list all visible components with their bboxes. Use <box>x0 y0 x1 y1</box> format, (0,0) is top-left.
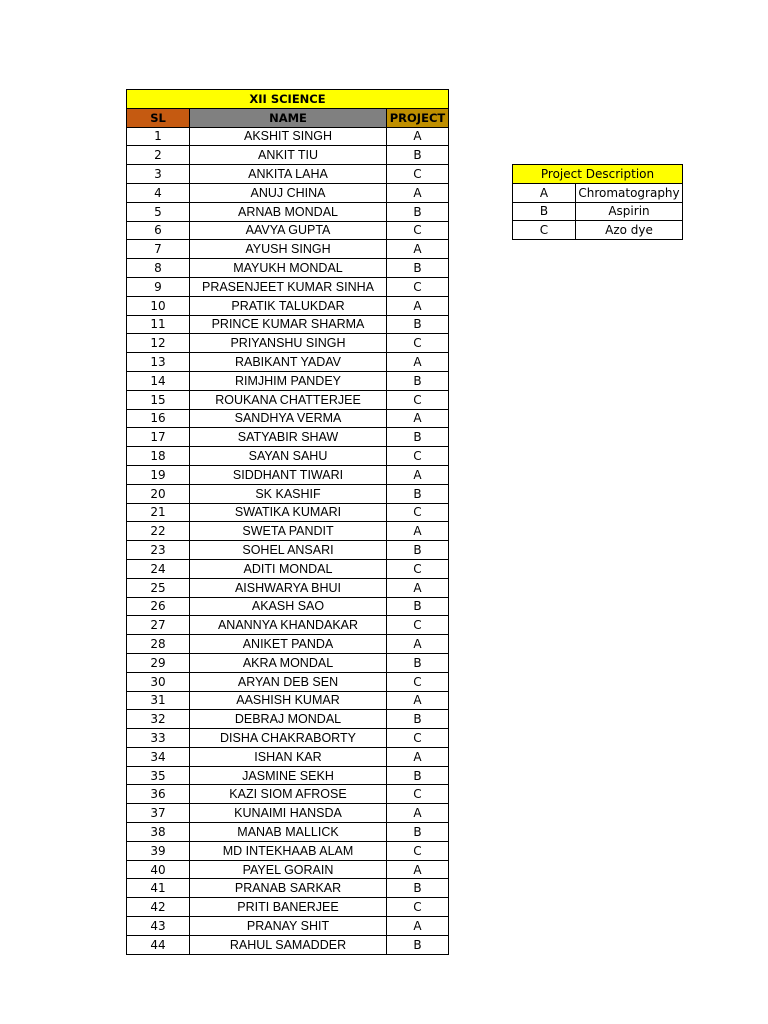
table-row <box>127 691 449 710</box>
sl-cell: 34 <box>127 747 190 766</box>
project-cell: B <box>387 597 449 616</box>
name-cell: ARNAB MONDAL <box>190 202 387 221</box>
name-cell: AKASH SAO <box>190 597 387 616</box>
project-cell: B <box>387 484 449 503</box>
table-row <box>127 277 449 296</box>
table-row <box>127 202 449 221</box>
sl-cell: 20 <box>127 484 190 503</box>
sl-cell: 15 <box>127 390 190 409</box>
name-cell: ARYAN DEB SEN <box>190 672 387 691</box>
table-row <box>127 635 449 654</box>
table-row <box>127 428 449 447</box>
name-cell: RAHUL SAMADDER <box>190 935 387 954</box>
project-cell: B <box>387 259 449 278</box>
sl-cell: 1 <box>127 127 190 146</box>
project-description-cell: Azo dye <box>576 221 683 240</box>
project-description-cell: Aspirin <box>576 202 683 221</box>
table-row <box>127 465 449 484</box>
sl-cell: 13 <box>127 353 190 372</box>
table-row <box>127 672 449 691</box>
column-header-project: PROJECT <box>387 108 449 127</box>
sl-cell: 42 <box>127 898 190 917</box>
sl-cell: 38 <box>127 823 190 842</box>
name-cell: AASHISH KUMAR <box>190 691 387 710</box>
table-row <box>127 785 449 804</box>
sl-cell: 37 <box>127 804 190 823</box>
name-cell: SK KASHIF <box>190 484 387 503</box>
project-cell: A <box>387 465 449 484</box>
project-cell: C <box>387 672 449 691</box>
sl-cell: 39 <box>127 841 190 860</box>
table-row <box>127 334 449 353</box>
project-cell: A <box>387 691 449 710</box>
project-cell: B <box>387 428 449 447</box>
sl-cell: 2 <box>127 146 190 165</box>
sl-cell: 30 <box>127 672 190 691</box>
name-cell: ANIKET PANDA <box>190 635 387 654</box>
project-cell: B <box>387 202 449 221</box>
table-row <box>127 917 449 936</box>
sl-cell: 6 <box>127 221 190 240</box>
table-row <box>127 616 449 635</box>
table-row <box>127 240 449 259</box>
sl-cell: 23 <box>127 541 190 560</box>
project-description-cell: Chromatography <box>576 183 683 202</box>
project-cell: A <box>387 635 449 654</box>
project-cell: C <box>387 898 449 917</box>
project-cell: A <box>387 747 449 766</box>
table-row <box>127 409 449 428</box>
sl-cell: 5 <box>127 202 190 221</box>
name-cell: AKSHIT SINGH <box>190 127 387 146</box>
table-row <box>127 804 449 823</box>
sl-cell: 40 <box>127 860 190 879</box>
sl-cell: 27 <box>127 616 190 635</box>
table-row <box>127 597 449 616</box>
name-cell: MAYUKH MONDAL <box>190 259 387 278</box>
table-row <box>127 823 449 842</box>
project-cell: C <box>387 221 449 240</box>
sl-cell: 35 <box>127 766 190 785</box>
name-cell: PAYEL GORAIN <box>190 860 387 879</box>
sl-cell: 32 <box>127 710 190 729</box>
name-cell: AISHWARYA BHUI <box>190 578 387 597</box>
name-cell: SWETA PANDIT <box>190 522 387 541</box>
project-cell: B <box>387 541 449 560</box>
table-row <box>127 259 449 278</box>
table-row <box>127 315 449 334</box>
project-cell: A <box>387 578 449 597</box>
name-cell: MANAB MALLICK <box>190 823 387 842</box>
table-row <box>127 841 449 860</box>
sl-cell: 28 <box>127 635 190 654</box>
name-cell: PRANAY SHIT <box>190 917 387 936</box>
project-cell: A <box>387 183 449 202</box>
project-cell: A <box>387 522 449 541</box>
project-cell: C <box>387 841 449 860</box>
name-cell: ANKITA LAHA <box>190 165 387 184</box>
table-row <box>127 146 449 165</box>
project-cell: C <box>387 616 449 635</box>
description-row <box>513 202 683 221</box>
project-code-cell: C <box>513 221 576 240</box>
table-row <box>127 522 449 541</box>
name-cell: SWATIKA KUMARI <box>190 503 387 522</box>
sl-cell: 33 <box>127 729 190 748</box>
name-cell: DISHA CHAKRABORTY <box>190 729 387 748</box>
table-row <box>127 165 449 184</box>
sl-cell: 25 <box>127 578 190 597</box>
sl-cell: 18 <box>127 447 190 466</box>
name-cell: MD INTEKHAAB ALAM <box>190 841 387 860</box>
project-cell: B <box>387 653 449 672</box>
project-cell: B <box>387 710 449 729</box>
name-cell: ANUJ CHINA <box>190 183 387 202</box>
project-cell: C <box>387 503 449 522</box>
name-cell: ANANNYA KHANDAKAR <box>190 616 387 635</box>
table-row <box>127 371 449 390</box>
sl-cell: 43 <box>127 917 190 936</box>
sl-cell: 22 <box>127 522 190 541</box>
table-header-row <box>127 108 449 127</box>
sl-cell: 36 <box>127 785 190 804</box>
project-cell: C <box>387 165 449 184</box>
project-cell: C <box>387 447 449 466</box>
table-title-row <box>127 90 449 109</box>
table-row <box>127 578 449 597</box>
sl-cell: 29 <box>127 653 190 672</box>
name-cell: ANKIT TIU <box>190 146 387 165</box>
name-cell: AAVYA GUPTA <box>190 221 387 240</box>
table-row <box>127 653 449 672</box>
table-row <box>127 766 449 785</box>
name-cell: ISHAN KAR <box>190 747 387 766</box>
project-cell: A <box>387 804 449 823</box>
project-cell: B <box>387 823 449 842</box>
sl-cell: 9 <box>127 277 190 296</box>
project-description-table <box>512 164 683 240</box>
project-cell: C <box>387 559 449 578</box>
table-row <box>127 503 449 522</box>
sl-cell: 7 <box>127 240 190 259</box>
project-cell: C <box>387 334 449 353</box>
name-cell: PRITI BANERJEE <box>190 898 387 917</box>
name-cell: RABIKANT YADAV <box>190 353 387 372</box>
sl-cell: 17 <box>127 428 190 447</box>
sl-cell: 41 <box>127 879 190 898</box>
sl-cell: 31 <box>127 691 190 710</box>
description-title-row <box>513 165 683 184</box>
project-description-body <box>513 165 683 240</box>
description-row <box>513 221 683 240</box>
project-cell: B <box>387 315 449 334</box>
name-cell: SIDDHANT TIWARI <box>190 465 387 484</box>
table-row <box>127 879 449 898</box>
table-row <box>127 447 449 466</box>
name-cell: SANDHYA VERMA <box>190 409 387 428</box>
project-cell: C <box>387 390 449 409</box>
table-row <box>127 484 449 503</box>
table-row <box>127 221 449 240</box>
name-cell: SATYABIR SHAW <box>190 428 387 447</box>
name-cell: SOHEL ANSARI <box>190 541 387 560</box>
table-row <box>127 747 449 766</box>
column-header-name: NAME <box>190 108 387 127</box>
sl-cell: 3 <box>127 165 190 184</box>
project-cell: C <box>387 785 449 804</box>
name-cell: PRASENJEET KUMAR SINHA <box>190 277 387 296</box>
column-header-sl: SL <box>127 108 190 127</box>
table-row <box>127 559 449 578</box>
sl-cell: 10 <box>127 296 190 315</box>
sl-cell: 11 <box>127 315 190 334</box>
name-cell: AYUSH SINGH <box>190 240 387 259</box>
project-cell: A <box>387 917 449 936</box>
description-row <box>513 183 683 202</box>
project-cell: A <box>387 296 449 315</box>
table-row <box>127 935 449 954</box>
project-cell: C <box>387 729 449 748</box>
project-cell: A <box>387 240 449 259</box>
project-code-cell: A <box>513 183 576 202</box>
project-cell: A <box>387 127 449 146</box>
table-row <box>127 353 449 372</box>
project-cell: B <box>387 879 449 898</box>
project-code-cell: B <box>513 202 576 221</box>
name-cell: KUNAIMI HANSDA <box>190 804 387 823</box>
project-cell: B <box>387 935 449 954</box>
name-cell: DEBRAJ MONDAL <box>190 710 387 729</box>
sl-cell: 21 <box>127 503 190 522</box>
table-title: XII SCIENCE <box>127 90 449 109</box>
name-cell: ADITI MONDAL <box>190 559 387 578</box>
sl-cell: 4 <box>127 183 190 202</box>
name-cell: PRINCE KUMAR SHARMA <box>190 315 387 334</box>
table-row <box>127 390 449 409</box>
sl-cell: 8 <box>127 259 190 278</box>
table-row <box>127 183 449 202</box>
table-row <box>127 541 449 560</box>
table-row <box>127 710 449 729</box>
student-table-body <box>127 90 449 955</box>
table-row <box>127 860 449 879</box>
sl-cell: 12 <box>127 334 190 353</box>
table-row <box>127 296 449 315</box>
project-cell: A <box>387 353 449 372</box>
name-cell: ROUKANA CHATTERJEE <box>190 390 387 409</box>
sl-cell: 16 <box>127 409 190 428</box>
project-cell: A <box>387 409 449 428</box>
table-row <box>127 127 449 146</box>
sl-cell: 24 <box>127 559 190 578</box>
name-cell: RIMJHIM PANDEY <box>190 371 387 390</box>
project-cell: A <box>387 860 449 879</box>
name-cell: PRIYANSHU SINGH <box>190 334 387 353</box>
name-cell: SAYAN SAHU <box>190 447 387 466</box>
table-row <box>127 898 449 917</box>
name-cell: AKRA MONDAL <box>190 653 387 672</box>
project-cell: B <box>387 371 449 390</box>
project-cell: B <box>387 766 449 785</box>
sl-cell: 44 <box>127 935 190 954</box>
sl-cell: 14 <box>127 371 190 390</box>
sl-cell: 19 <box>127 465 190 484</box>
project-description-title: Project Description <box>513 165 683 184</box>
name-cell: PRANAB SARKAR <box>190 879 387 898</box>
student-project-table <box>126 89 449 955</box>
project-cell: C <box>387 277 449 296</box>
name-cell: JASMINE SEKH <box>190 766 387 785</box>
table-row <box>127 729 449 748</box>
project-cell: B <box>387 146 449 165</box>
name-cell: KAZI SIOM AFROSE <box>190 785 387 804</box>
sl-cell: 26 <box>127 597 190 616</box>
name-cell: PRATIK TALUKDAR <box>190 296 387 315</box>
